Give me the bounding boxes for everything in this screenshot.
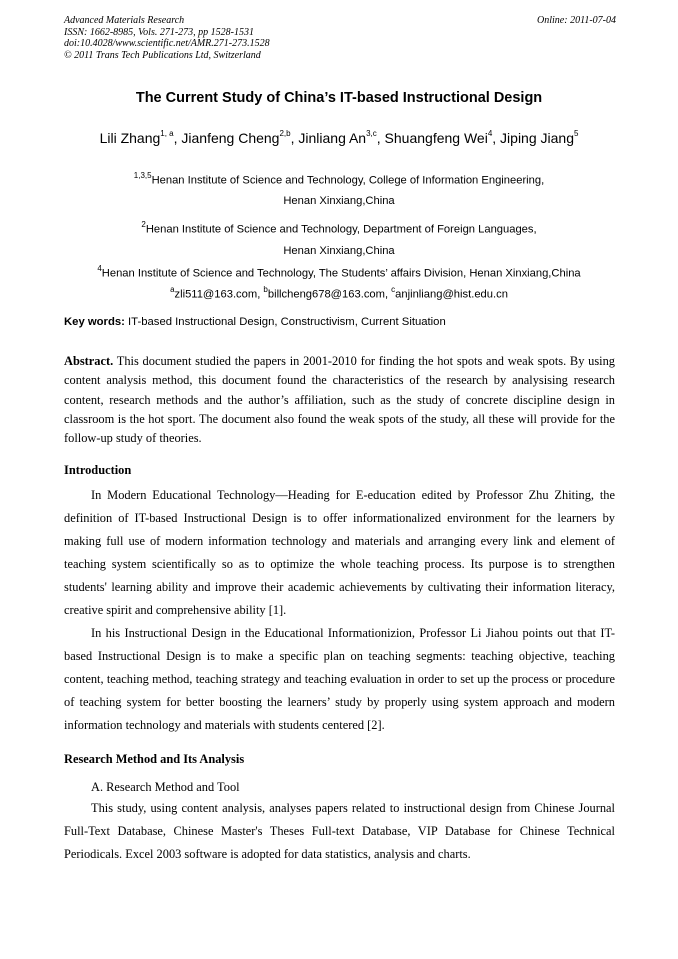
affiliation-sup: 1,3,5 [133, 171, 152, 180]
journal-name: Advanced Materials Research [64, 15, 185, 26]
author-name: Shuangfeng Wei [384, 130, 488, 146]
paper-title: The Current Study of China’s IT-based Instructional Design [135, 90, 543, 106]
affiliation-2 [0, 219, 678, 237]
email-address: zli511@163.com [174, 288, 258, 301]
author-name: Jinliang An [298, 130, 367, 146]
author-list: Lili Zhang$^{1, a}$, Jianfeng Cheng$^{2,b}$, Jinliang An$^{3,c}$, Shuangfeng Wei$^4$, Jiping Jiang$^5$ [99, 129, 579, 146]
affiliation-2-location: Henan Xinxiang,China [283, 245, 395, 257]
abstract-text: This document studied the papers in 2001-2010 for finding the hot spots and weak spots. By using content analysis method, this document found the characteristics of the research by analysising research content, research methods and the author’s affiliation, such as the study of concrete discipline design in classroom is the hot sport. The document also found the weak spots of the study, all these will provide for the follow-up study of theories. [64, 354, 616, 446]
affiliation-1-location: Henan Xinxiang,China [283, 195, 395, 207]
keywords-text: IT-based Instructional Design, Constructivism, Current Situation [128, 316, 446, 328]
email-list: $^a$zli511@163.com, $^b$billcheng678@163.com, $^c$anjinliang@hist.edu.cn [170, 285, 508, 301]
research-paragraph-1: This study, using content analysis, analyses papers related to instructional design from Chinese Journal Full-Text Database, Chinese Master's Theses Full-text Database, VIP Database for Chinese Technical Periodicals. Excel 2003 software is adopted for data statistics, analysis and charts. [64, 801, 615, 861]
email-sup: c [391, 285, 396, 294]
email-sup: b [263, 285, 268, 294]
affiliation-4 [0, 263, 678, 281]
author-name: Jiping Jiang [500, 130, 574, 146]
email-sup: a [170, 285, 175, 294]
author-name: Lili Zhang [99, 130, 161, 146]
keywords [64, 316, 616, 328]
email-address: anjinliang@hist.edu.cn [395, 288, 508, 301]
introduction-paragraph-2: In his Instructional Design in the Educational Informationizion, Professor Li Jiahou points out that IT-based Instructional Design is to make a specific plan on teaching segments: teaching objective, teaching content, teaching method, teaching strategy and teaching evaluation in order to set up the process or procedure of teaching system for better boosting the learners’ study by properly using system approach and modern information technology and materials with students centered [2]. [64, 626, 615, 732]
affiliation-text: Henan Institute of Science and Technology, College of Information Engineering, [151, 174, 545, 187]
affiliation-text: Henan Institute of Science and Technology, Department of Foreign Languages, [145, 223, 537, 236]
affiliation-1 [0, 170, 678, 188]
abstract [64, 352, 615, 448]
journal-header [64, 15, 616, 61]
affiliation-text: Henan Institute of Science and Technology, The Students’ affairs Division, Henan Xinxiang,China [101, 267, 581, 280]
section-heading-introduction: Introduction [64, 463, 132, 477]
author-name: Jianfeng Cheng [181, 130, 280, 146]
introduction-paragraph-1: In Modern Educational Technology—Heading for E-education edited by Professor Zhu Zhiting, the definition of IT-based Instructional Design is to offer informationalized environment for the learners by making full use of modern information technology and materials and arranging every link and element of teaching system scientifically so as to optimize the whole teaching process. Its purpose is to strengthen students' learning ability and improve their academic achievements by cultivating their information literacy, creative spirit and comprehensive ability [1]. [64, 488, 615, 617]
author-sup: 1, a [160, 129, 174, 139]
doi-line: doi:10.4028/www.scientific.net/AMR.271-273.1528 [64, 38, 270, 49]
abstract-label: Abstract. [64, 354, 114, 368]
author-sup: 3,c [366, 129, 377, 139]
keywords-label: Key words: [64, 316, 125, 328]
issn-line: ISSN: 1662-8985, Vols. 271-273, pp 1528-1531 [64, 26, 254, 38]
copyright-line: © 2011 Trans Tech Publications Ltd, Switzerland [64, 49, 261, 61]
affiliation-sup: 2 [141, 220, 146, 229]
affiliation-sup: 4 [97, 264, 102, 273]
section-heading-research: Research Method and Its Analysis [64, 752, 245, 766]
author-sup: 5 [573, 129, 579, 139]
email-address: billcheng678@163.com [267, 288, 385, 301]
author-sup: 4 [487, 129, 493, 139]
online-date: Online: 2011-07-04 [537, 15, 616, 26]
subsection-heading: A. Research Method and Tool [91, 780, 240, 794]
author-sup: 2,b [279, 129, 291, 139]
